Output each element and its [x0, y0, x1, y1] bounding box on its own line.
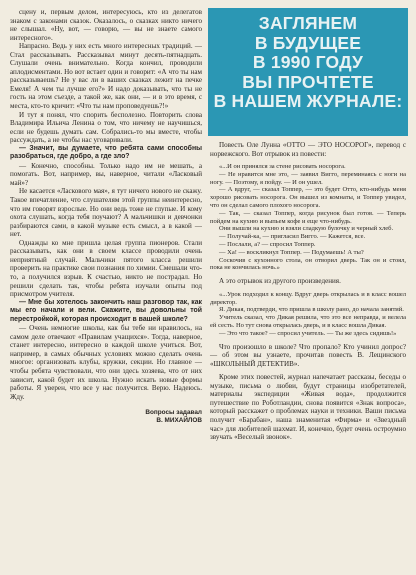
interview-question: — Значит, вы думаете, что ребята сами способны разобраться, где добро, а где зло?	[10, 144, 202, 161]
headline-banner	[208, 8, 408, 136]
paragraph: сцену и, первым делом, интересуюсь, кто из делегатов знаком с законами сказок. Оказалось, о сказках никто ничего не слышал. «Ну, вот, — говорю, — вы не знаете самого интересного».	[10, 8, 202, 42]
dialogue-line: «...Урок подходил к концу. Вдруг дверь открылась и в класс вошел директор.	[210, 290, 406, 306]
paragraph: Однажды ко мне пришла целая группа пионеров. Стали рассказывать, как они в своем классе проводили очень неприятный случай. Мальчики пятого класса решили проверить на практике свои познания по химии. Смешали что-то, а получился взрыв. К счастью, никто не пострадал. Но решили сделать так, чтобы ребята изучали опыты под присмотром учителя.	[10, 238, 202, 299]
signature-name: В. МИХАЙЛОВ	[156, 416, 202, 424]
paragraph: — Очень немногие школы, как бы тебе ни нравилось, на самом деле отвечают «Правилам учащихся». Тогда, наверное, станет интересно, интересно в каждой школе учиться. Вот, например, в самых обычных условиях можно сделать очень многое: организовать клубы, кружки, секции. Но главное — чтобы ребята чувствовали, что они здесь хозяева, что от них зависит, какой будет их школа. Нужно искать новые формы работы. Я уверен, что все у нас получится. Верю. Надеюсь. Жду.	[10, 324, 202, 401]
dialogue-line: — Это что такое? — спросил учитель. — Ты же здесь сидишь!»	[219, 329, 397, 337]
closing-paragraph: Кроме этих повестей, журнал напечатает рассказы, беседы о музыке, письма о любви, будут страницы изобретателей, материалы экспедиции «Живая вода», продолжится путешествие по Роботландии, снова появится «Знак вопроса», который расскажет о проблемах науки и техники. Ваши письма получит «Барабан», наша знаменитая «Фирма» и «Звездный час» для любителей шахмат. И, конечно, будет очень остроумно звучать «Веселый звонок».	[210, 373, 406, 442]
dialogue-line: — А вдруг, — сказал Топпер, — это будет Отто, кто-нибудь меня хорошо рисовать носорога. Он вышел из комнаты, и Топпер увидел, что он сделал самого плохого носорога.	[210, 186, 406, 210]
interview-column	[10, 8, 202, 568]
dialogue-line: Я. Дикая, подтверди, что пришла в школу рано, до начала занятий.	[219, 306, 404, 314]
paragraph: Не касается «Ласкового мая», я тут ничего нового не скажу. Такое впечатление, что слушателям этой группы неинтересно, что им говорят взрослые. Но они ведь тоже не глупые. И кому охота слушать, когда тебя поучают? А мальчишки и девчонки разбираются сами, в какой музыке есть смысл, а в какой — нет.	[10, 187, 202, 239]
excerpt-two	[210, 291, 406, 338]
headline-line: ЗАГЛЯНЕМ	[258, 13, 358, 33]
signature-caption: Вопросы задавал	[145, 409, 202, 417]
dialogue-line: — Послали, а? — спросил Топпер.	[219, 241, 316, 249]
paragraph: И тут я понял, что спорить бесполезно. Повторить слова Владимира Ильича Ленина о том, что ничему не научишься, если не будешь думать сам. Собрались-то мы вместе, чтобы рассуждать, а не чтобы нас уговаривали.	[10, 110, 202, 145]
dialogue-line: Они вышли на кухню и взяли сладкую булочку и черный хлеб.	[219, 225, 394, 233]
dialogue-line: — Ха! — воскликнул Топпер. — Подумаешь! А ты?	[219, 248, 364, 256]
dialogue-line: Учитель сказал, что Дикая решила, что это все неправда, и велела ей сесть. Но тут снова открылась дверь, и в класс вошла Дикая.	[210, 314, 406, 329]
question-paragraph: Что произошло в школе? Что пропало? Кто учинил допрос? — об этом вы узнаете, прочитав повесть В. Лещинского «ШКОЛЬНЫЙ ДЕТЕКТИВ».	[210, 342, 406, 368]
excerpt-one	[210, 163, 406, 272]
headline-line: ВЫ ПРОЧТЕТЕ	[242, 71, 374, 92]
headline-line: В БУДУЩЕЕ	[254, 32, 362, 53]
paragraph: Напрасно. Ведь у них есть много интересных традиций. — Стал рассказывать. Рассказывал минут десять-пятнадцать. Слушали очень внимательно. Когда кончил, проводили аплодисментами. Но вот встает один и говорит: «А что ты нам рассказываешь? Не у вас ли в ваших сказках лежит на печке Емеля! А чем ты лучше его?» И надо доказывать, что ты не гость на этом съезде, а такой же, как они, — и в это время, с места, кто-то кричит: «Что ты нам проповедуешь?!»	[10, 42, 202, 111]
dialogue-line: «...И он принялся за стене рисовать носорога.	[219, 163, 346, 171]
interview-question: — Мне бы хотелось закончить наш разговор так, как мы его начали и вели. Скажите, вы довольны той перестройкой, которая происходит в вашей школе?	[10, 298, 202, 323]
headline-line: В 1990 ГОДУ	[252, 52, 364, 72]
preview-text	[208, 136, 408, 442]
intro-paragraph: Повесть Оле Лунна «ОТТО — ЭТО НОСОРОГ», перевод с норвежского. Вот отрывок из повести:	[210, 141, 406, 158]
dialogue-line: — Не нравится мне это, — заявил Вигго, переминаясь с ноги на ногу. — Поэтому, я пойду. — И он ушел.	[210, 170, 406, 186]
dialogue-line: — Получай-ка, — пригласил Вигго. — Кажется, все.	[219, 233, 366, 241]
preview-column	[208, 8, 408, 568]
author-signature	[10, 409, 202, 424]
headline-line: В НАШЕМ ЖУРНАЛЕ:	[213, 91, 403, 111]
paragraph: — Конечно, способны. Только надо им не мешать, а помогать. Вот, например, вы, наверное, читали «Ласковый май»?	[10, 161, 202, 187]
mid-paragraph: А это отрывок из другого произведения.	[219, 277, 341, 286]
dialogue-line: — Так, — сказал Топпер, когда рисунок был готов. — Теперь пойдем на кухню и выпьем кофе и еще что-нибудь.	[210, 209, 406, 225]
dialogue-line: Соскочив с кухонного стола, он отворил дверь. Так он и стоял, пока не кончилась ночь.»	[210, 256, 406, 272]
